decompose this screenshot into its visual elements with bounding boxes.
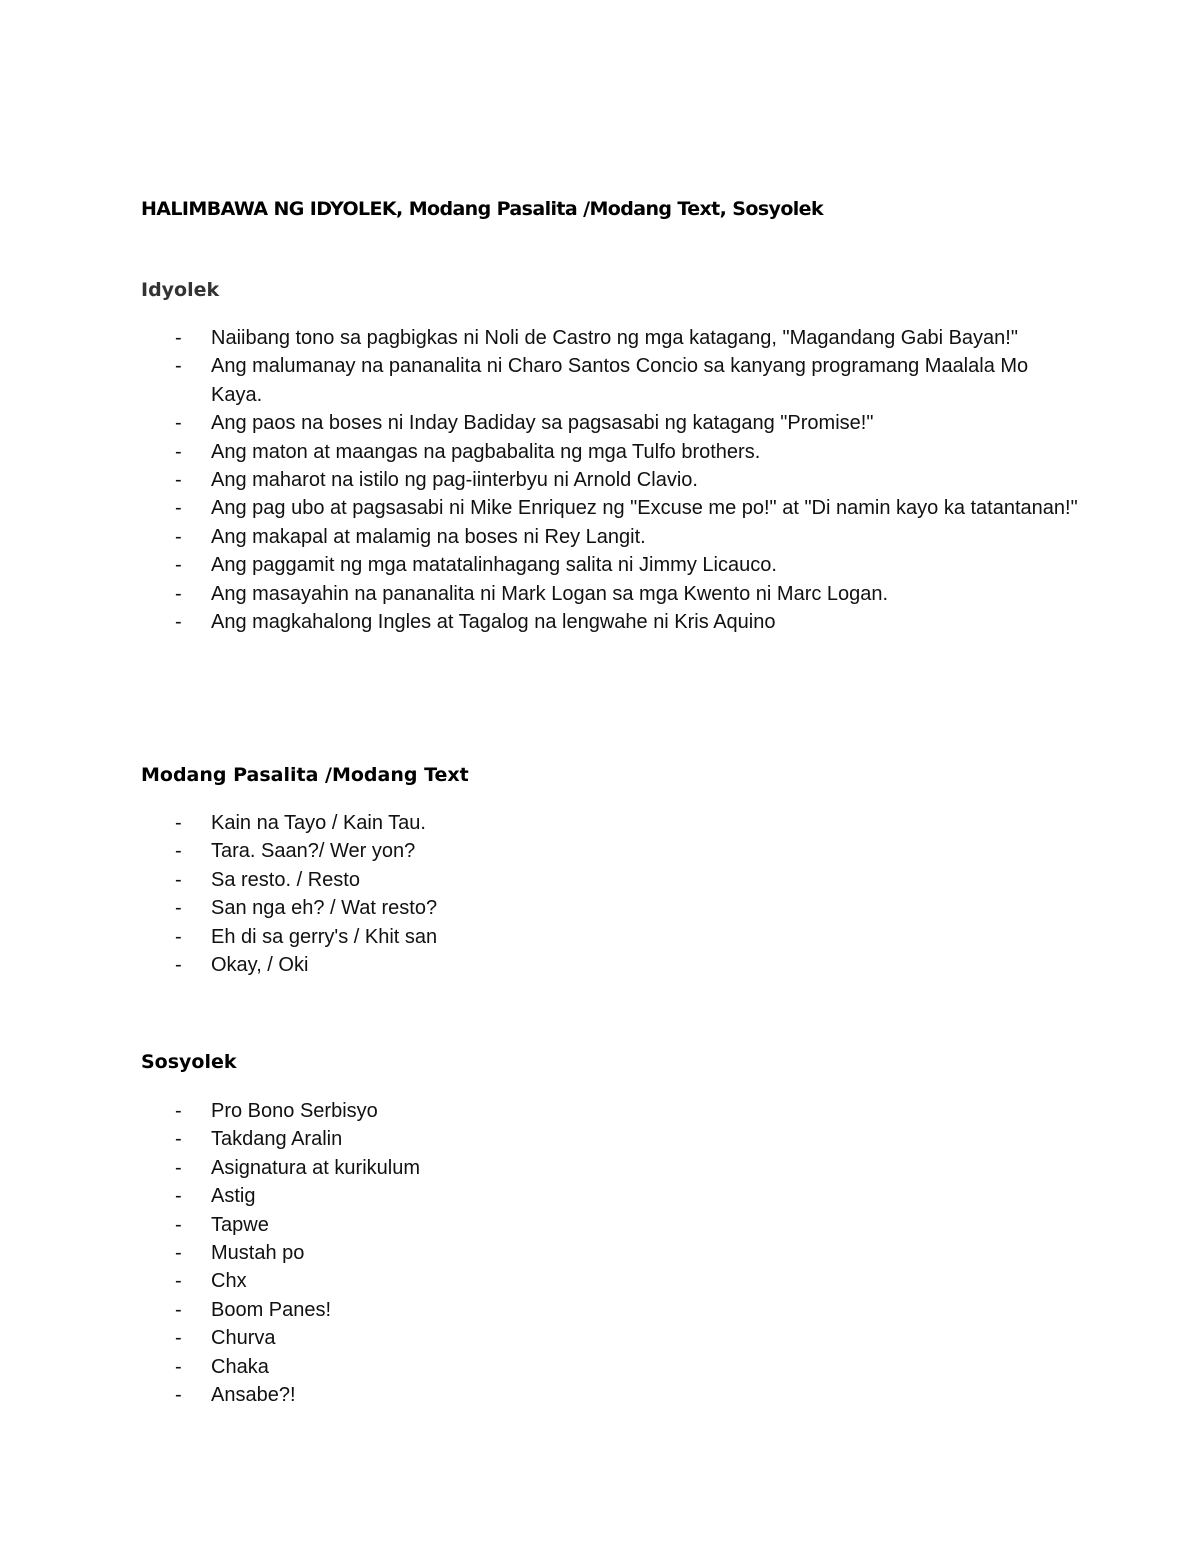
list-item-text: Ang maton at maangas na pagbabalita ng mga Tulfo brothers. (211, 440, 761, 463)
bullet-dash: - (175, 412, 182, 435)
bullet-list (141, 1097, 1081, 1409)
list-item-text: Ang maharot na istilo ng pag-iinterbyu ni Arnold Clavio. (211, 469, 698, 492)
list-item (141, 551, 1081, 579)
bullet-dash: - (175, 812, 182, 834)
list-item-text: Takdang Aralin (211, 1128, 343, 1151)
list-item (141, 1239, 1081, 1267)
section-modang-pasalita (141, 762, 1081, 979)
list-item (141, 894, 1081, 922)
list-item (141, 809, 1081, 837)
bullet-dash: - (175, 611, 182, 634)
list-item-text: Eh di sa gerry's / Khit san (211, 925, 438, 948)
bullet-dash: - (175, 1384, 182, 1407)
list-item (141, 352, 1081, 409)
list-item-text: Ang pag ubo at pagsasabi ni Mike Enriquez ng "Excuse me po!" at "Di namin kayo ka tatantanan!" (211, 497, 1078, 520)
bullet-list (141, 324, 1081, 636)
bullet-dash: - (175, 497, 182, 520)
bullet-dash: - (175, 327, 182, 349)
list-item (141, 608, 1081, 636)
list-item-text: Ang magkahalong Ingles at Tagalog na lengwahe ni Kris Aquino (211, 611, 776, 634)
list-item (141, 1267, 1081, 1295)
list-item-text: Tara. Saan?/ Wer yon? (211, 840, 416, 863)
bullet-dash: - (175, 582, 182, 605)
list-item-text: Boom Panes! (211, 1298, 332, 1321)
list-item (141, 1182, 1081, 1210)
bullet-dash: - (175, 554, 182, 577)
list-item-text: Astig (211, 1185, 256, 1208)
list-item (141, 1097, 1081, 1125)
list-item-text: Ang masayahin na pananalita ni Mark Logan sa mga Kwento ni Marc Logan. (211, 582, 889, 605)
bullet-dash: - (175, 1327, 182, 1350)
bullet-dash: - (175, 868, 182, 891)
bullet-dash: - (175, 469, 182, 492)
section-sosyolek (141, 1049, 1081, 1409)
list-item (141, 1381, 1081, 1409)
section-heading: Sosyolek (141, 1051, 237, 1073)
bullet-dash: - (175, 1128, 182, 1151)
list-item (141, 866, 1081, 894)
bullet-dash: - (175, 1100, 182, 1122)
list-item-text: Kain na Tayo / Kain Tau. (211, 812, 426, 834)
list-item-text: Mustah po (211, 1242, 305, 1265)
list-item-text: Chaka (211, 1355, 269, 1378)
list-item (141, 951, 1081, 979)
list-item-text: Chx (211, 1270, 247, 1293)
document-title: HALIMBAWA NG IDYOLEK, Modang Pasalita /Modang Text, Sosyolek (141, 198, 824, 220)
list-item (141, 923, 1081, 951)
bullet-dash: - (175, 1270, 182, 1293)
bullet-list (141, 809, 1081, 979)
bullet-dash: - (175, 525, 182, 548)
list-item (141, 409, 1081, 437)
list-item-text: Pro Bono Serbisyo (211, 1100, 378, 1122)
bullet-dash: - (175, 1213, 182, 1236)
list-item-text: Ansabe?! (211, 1384, 296, 1407)
list-item-text: Ang paos na boses ni Inday Badiday sa pagsasabi ng katagang "Promise!" (211, 412, 874, 435)
bullet-dash: - (175, 954, 182, 977)
list-item-text: Okay, / Oki (211, 954, 309, 977)
bullet-dash: - (175, 1242, 182, 1265)
bullet-dash: - (175, 1298, 182, 1321)
list-item (141, 1296, 1081, 1324)
list-item-text: San nga eh? / Wat resto? (211, 897, 438, 920)
list-item (141, 580, 1081, 608)
bullet-dash: - (175, 1156, 182, 1179)
list-item-text: Ang paggamit ng mga matatalinhagang salita ni Jimmy Licauco. (211, 554, 777, 577)
section-heading: Idyolek (141, 279, 220, 301)
list-item (141, 1154, 1081, 1182)
list-item-text: Naiibang tono sa pagbigkas ni Noli de Castro ng mga katagang, "Magandang Gabi Bayan!" (211, 327, 1018, 349)
list-item (141, 837, 1081, 865)
list-item (141, 324, 1081, 352)
section-idyolek (141, 277, 1081, 636)
list-item (141, 1353, 1081, 1381)
bullet-dash: - (175, 1185, 182, 1208)
list-item-text: Ang makapal at malamig na boses ni Rey Langit. (211, 525, 646, 548)
list-item-text: Churva (211, 1327, 276, 1350)
list-item (141, 494, 1081, 522)
list-item (141, 1324, 1081, 1352)
list-item-text: Ang malumanay na pananalita ni Charo Santos Concio sa kanyang programang Maalala Mo Kaya. (211, 355, 1029, 406)
list-item (141, 1211, 1081, 1239)
bullet-dash: - (175, 925, 182, 948)
list-item (141, 466, 1081, 494)
bullet-dash: - (175, 840, 182, 863)
bullet-dash: - (175, 355, 182, 378)
bullet-dash: - (175, 1355, 182, 1378)
list-item (141, 523, 1081, 551)
list-item (141, 438, 1081, 466)
list-item-text: Tapwe (211, 1213, 269, 1236)
bullet-dash: - (175, 897, 182, 920)
list-item-text: Sa resto. / Resto (211, 868, 360, 891)
section-heading: Modang Pasalita /Modang Text (141, 764, 469, 786)
bullet-dash: - (175, 440, 182, 463)
list-item-text: Asignatura at kurikulum (211, 1156, 420, 1179)
list-item (141, 1125, 1081, 1153)
